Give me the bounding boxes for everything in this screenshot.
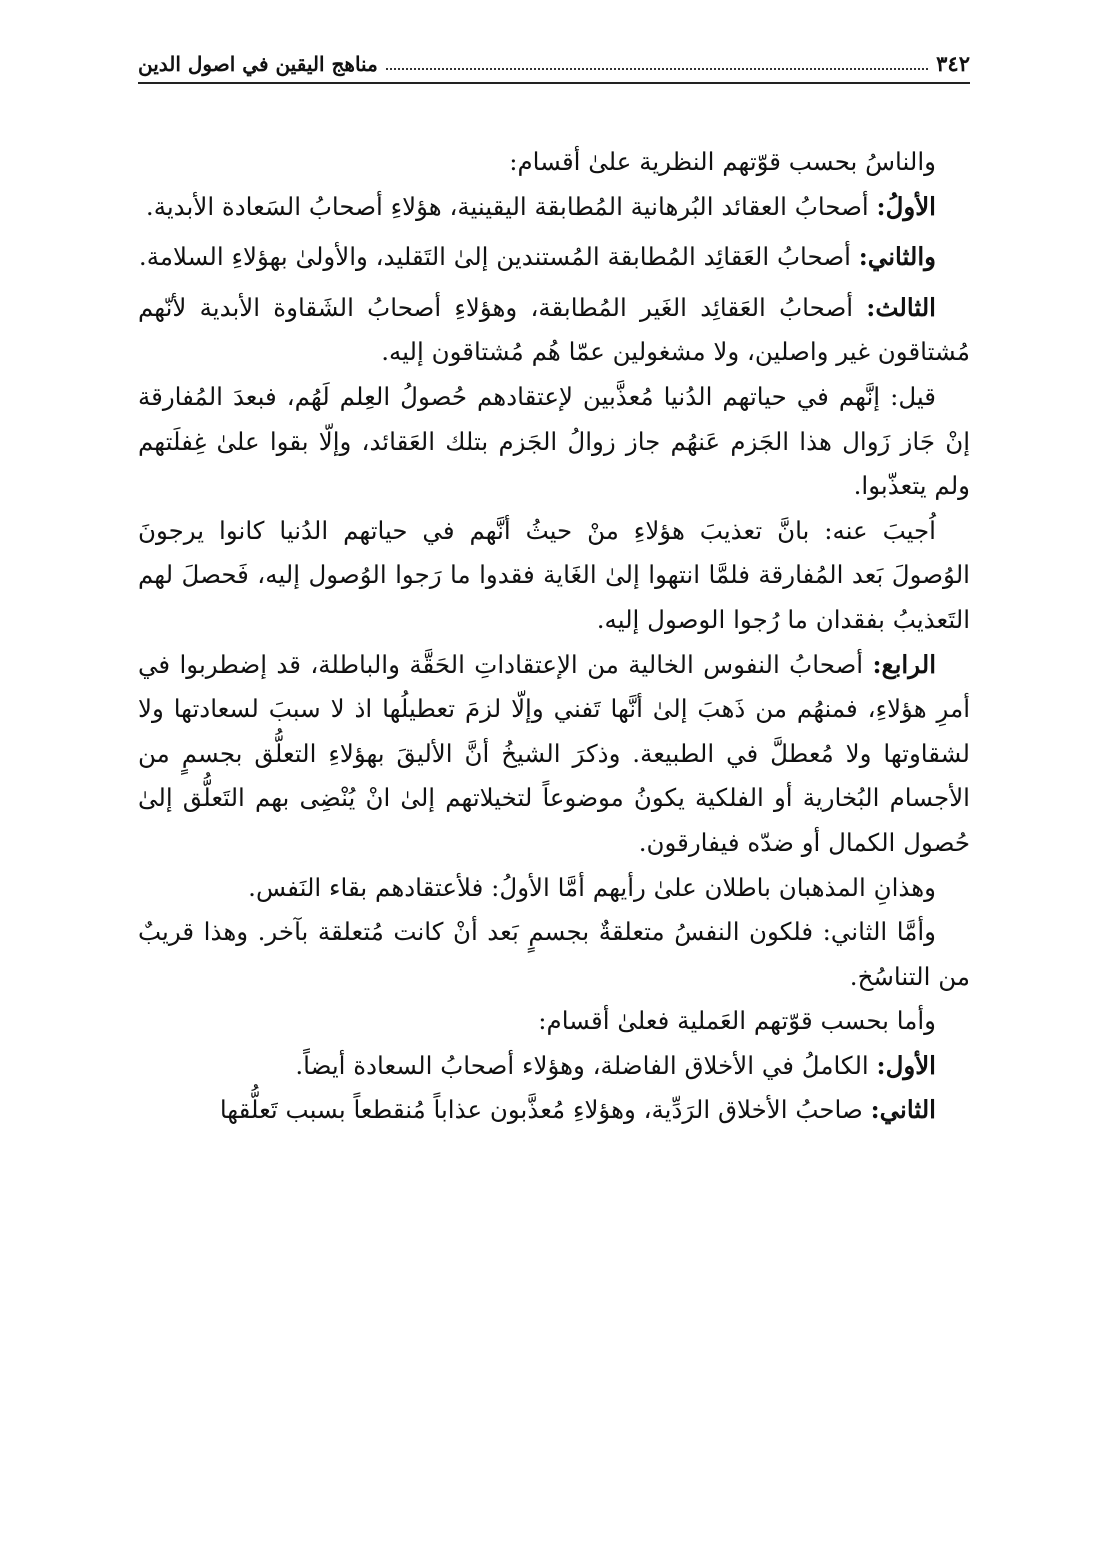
paragraph bbox=[138, 1044, 970, 1089]
paragraph-text: أصحابُ العقائد البُرهانية المُطابقة اليقينية، هؤلاءِ أصحابُ السَعادة الأبدية. bbox=[145, 191, 877, 221]
paragraph bbox=[138, 866, 970, 911]
paragraph-text: اُجيبَ عنه: بانَّ تعذيبَ هؤلاءِ منْ حيثُ أنَّهم في حياتهم الدُنيا كانوا يرجونَ الوُصولَ بَعد المُفارقة فلمَّا انتهوا إلىٰ الغَاية فقدوا ما رَجوا الوُصول إليه، فَحصلَ لهم التَعذيبُ بفقدان ما رُجوا الوصول إليه. bbox=[138, 515, 970, 634]
paragraph-text: الكاملُ في الأخلاق الفاضلة، وهؤلاء أصحابُ السعادة أيضاً. bbox=[295, 1050, 877, 1080]
body-text bbox=[138, 140, 970, 1133]
paragraph-text: وأمَّا الثاني: فلكون النفسُ متعلقةٌ بجسمٍ بَعد أنْ كانت مُتعلقة بآخر. وهذا قريبٌ من التناسُخ. bbox=[138, 917, 970, 991]
dotted-leader bbox=[386, 67, 928, 70]
paragraph-text: أصحابُ العَقائِد المُطابقة المُستندين إلىٰ التَقليد، والأولىٰ بهؤلاءِ السلامة. bbox=[138, 242, 859, 272]
paragraph-term: الثالث: bbox=[866, 292, 936, 322]
page-header bbox=[138, 44, 970, 84]
paragraph bbox=[138, 375, 970, 509]
paragraph bbox=[138, 643, 970, 866]
paragraph-text: والناسُ بحسب قوّتهم النظرية علىٰ أقسام: bbox=[509, 147, 936, 176]
paragraph-term: الأول: bbox=[876, 1050, 936, 1080]
paragraph bbox=[138, 999, 970, 1044]
paragraph bbox=[138, 286, 970, 375]
paragraph-term: الأولُ: bbox=[876, 191, 936, 221]
paragraph bbox=[138, 235, 970, 280]
paragraph-term: الرابع: bbox=[872, 649, 936, 679]
paragraph-text: أصحابُ العَقائِد الغَير المُطابقة، وهؤلاءِ أصحابُ الشَقاوة الأبدية لأنّهم مُشتاقون غير واصلين، ولا مشغولين عمّا هُم مُشتاقون إليه. bbox=[138, 292, 970, 367]
paragraph bbox=[138, 140, 970, 185]
paragraph-text: أصحابُ النفوس الخالية من الإعتقاداتِ الحَقَّة والباطلة، قد إضطربوا في أمرِ هؤلاءِ، فمنهُم من ذَهبَ إلىٰ أنَّها تَفني وإلّا لزمَ تعطيلُها اذ لا سببَ لسعادتها ولا لشقاوتها ولا مُعطلَّ في الطبيعة. وذكرَ الشيخُ أنَّ الأليقَ بهؤلاءِ التعلُّق بجسمٍ من الأجسام البُخارية أو الفلكية يكونُ موضوعاً لتخيلاتهم إلىٰ انْ يُنْضِى بهم التَعلُّق إلىٰ حُصول الكمال أو ضدّه فيفارقون. bbox=[138, 649, 970, 857]
paragraph-text: قيل: إنَّهم في حياتهم الدُنيا مُعذَّبين لإعتقادهم حُصولُ العِلم لَهُم، فبعدَ المُفارقة إنْ جَاز زَوال هذا الجَزم عَنهُم جاز زوالُ الجَزم بتلك العَقائد، وإلّا بقوا علىٰ غِفلَتهم ولم يتعذّبوا. bbox=[138, 381, 970, 501]
paragraph bbox=[138, 185, 970, 230]
running-title: مناهج اليقين في اصول الدين bbox=[138, 52, 378, 76]
paragraph bbox=[138, 910, 970, 999]
paragraph-text: وهذانِ المذهبان باطلان علىٰ رأيهم أمَّا الأولُ: فلأعتقادهم بقاء النَفس. bbox=[248, 872, 936, 902]
paragraph-term: الثاني: bbox=[870, 1095, 936, 1125]
paragraph-text: وأما بحسب قوّتهم العَملية فعلىٰ أقسام: bbox=[538, 1006, 936, 1036]
paragraph-term: والثاني: bbox=[858, 242, 936, 272]
paragraph-text: صاحبُ الأخلاق الرَدِّية، وهؤلاءِ مُعذَّبون عذاباً مُنقطعاً بسبب تَعلُّقها bbox=[219, 1095, 871, 1125]
paragraph bbox=[138, 509, 970, 643]
page-number: ٣٤٢ bbox=[936, 51, 970, 76]
paragraph bbox=[138, 1088, 970, 1133]
